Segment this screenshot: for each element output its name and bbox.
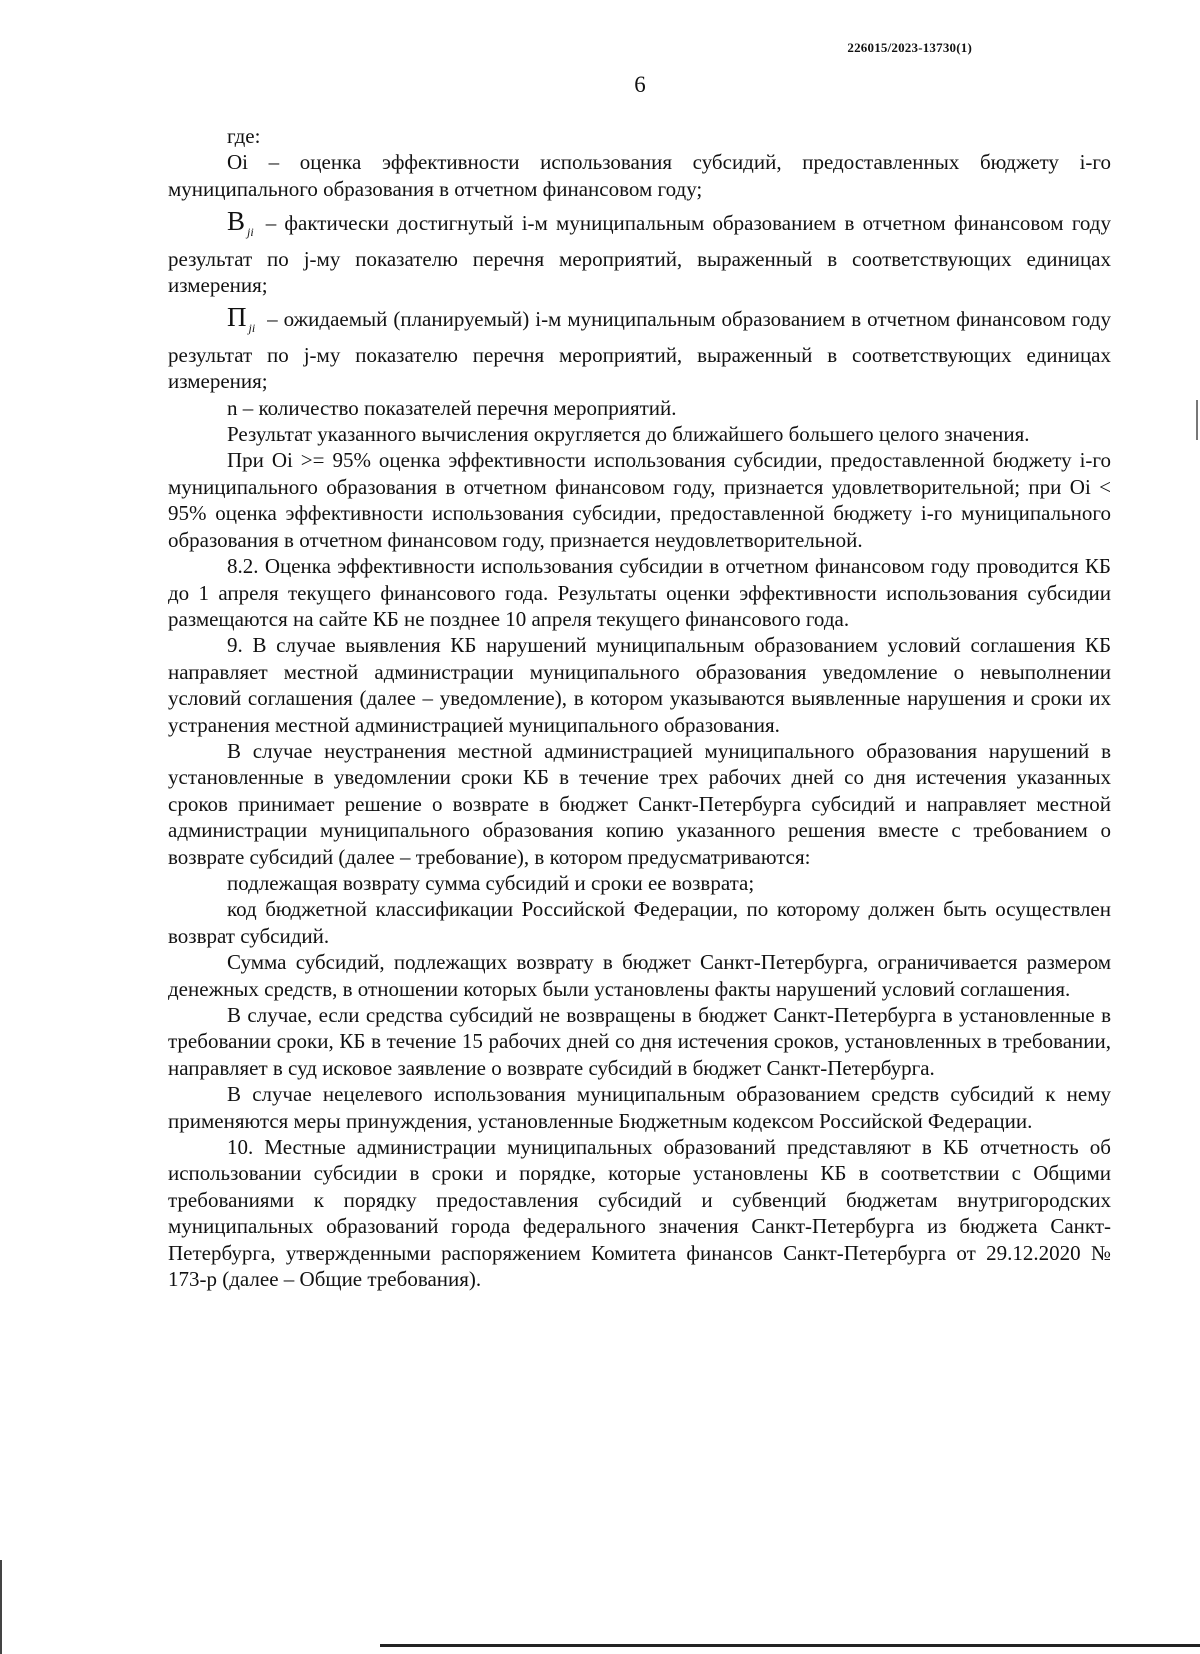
formula-subscript-p: ji xyxy=(248,321,256,336)
paragraph-10: 10. Местные администрации муниципальных образований представляют в КБ отчетность об использовании субсидии в сроки и порядке, которые установлены КБ в соответствии с Общими требованиями к порядку предоставления субсидий и субвенций бюджетам внутригородских муниципальных образований города федерального значения Санкт-Петербурга из бюджета Санкт-Петербурга, утвержденными распоряжением Комитета финансов Санкт-Петербурга от 29.12.2020 № 173-р (далее – Общие требования). xyxy=(168,1135,1111,1292)
document-registration-number: 226015/2023-13730(1) xyxy=(847,40,972,55)
page-number: 6 xyxy=(634,72,646,97)
paragraph-9-budget-code: код бюджетной классификации Российской Федерации, по которому должен быть осуществлен возврат субсидий. xyxy=(168,897,1111,948)
scan-edge-line xyxy=(380,1644,1200,1647)
scan-left-edge xyxy=(0,1560,2,1654)
formula-symbol-b: В xyxy=(227,206,246,237)
formula-symbol-p: П xyxy=(227,302,247,333)
paragraph-oi-definition: Oi – оценка эффективности использования субсидий, предоставленных бюджету i-го муниципального образования в отчетном финансовом году; xyxy=(168,150,1111,201)
paragraph-9: 9. В случае выявления КБ нарушений муниципальным образованием условий соглашения КБ направляет местной администрации муниципального образования уведомление о невыполнении условий соглашения (далее – уведомление), в котором указываются выявленные нарушения и сроки их устранения местной администрацией муниципального образования. xyxy=(168,633,1111,737)
paragraph-9-court: В случае, если средства субсидий не возвращены в бюджет Санкт-Петербурга в установленные в требовании сроки, КБ в течение 15 рабочих дней со дня истечения сроков, установленных в требовании, направляет в суд исковое заявление о возврате субсидий в бюджет Санкт-Петербурга. xyxy=(168,1003,1111,1080)
paragraph-9-refund-amount: подлежащая возврату сумма субсидий и сроки ее возврата; xyxy=(227,870,755,895)
p-definition-text: – ожидаемый (планируемый) i-м муниципальным образованием в отчетном финансовом году результат по j-му показателю перечня мероприятий, выраженный в соответствующих единицах измерения; xyxy=(168,307,1111,394)
formula-subscript-b: ji xyxy=(247,225,254,240)
scan-right-edge xyxy=(1196,400,1198,440)
paragraph-criteria: При Oi >= 95% оценка эффективности использования субсидии, предоставленной бюджету i-го муниципального образования в отчетном финансовом году, признается удовлетворительной; при Oi < 95% оценка эффективности использования субсидии, предоставленной бюджету i-го муниципального образования в отчетном финансовом году, признается неудовлетворительной. xyxy=(168,448,1111,552)
paragraph-8-2: 8.2. Оценка эффективности использования субсидии в отчетном финансовом году проводится КБ до 1 апреля текущего финансового года. Результаты оценки эффективности использования субсидии размещаются на сайте КБ не позднее 10 апреля текущего финансового года. xyxy=(168,554,1111,631)
paragraph-9-non-elimination: В случае неустранения местной администрацией муниципального образования нарушений в установленные в уведомлении сроки КБ в течение трех рабочих дней со дня истечения указанных сроков принимает решение о возврате в бюджет Санкт-Петербурга субсидий и направляет местной администрации муниципального образования копию указанного решения вместе с требованием о возврате субсидий (далее – требование), в котором предусматриваются: xyxy=(168,738,1111,869)
paragraph-9-sum-limit: Сумма субсидий, подлежащих возврату в бюджет Санкт-Петербурга, ограничивается размером денежных средств, в отношении которых были установлены факты нарушений условий соглашения. xyxy=(168,950,1111,1001)
b-definition-text: – фактически достигнутый i-м муниципальным образованием в отчетном финансовом году результат по j-му показателю перечня мероприятий, выраженный в соответствующих единицах измерения; xyxy=(168,211,1111,298)
paragraph-b-definition xyxy=(168,208,1111,298)
paragraph-n-definition: n – количество показателей перечня мероприятий. xyxy=(227,395,677,420)
paragraph-p-definition xyxy=(168,304,1111,394)
document-body xyxy=(168,123,1111,1292)
paragraph-rounding: Результат указанного вычисления округляется до ближайшего большего целого значения. xyxy=(227,422,1030,447)
paragraph-9-misuse: В случае нецелевого использования муниципальным образованием средств субсидий к нему применяются меры принуждения, установленные Бюджетным кодексом Российской Федерации. xyxy=(168,1082,1111,1133)
paragraph-where: где: xyxy=(227,124,261,148)
